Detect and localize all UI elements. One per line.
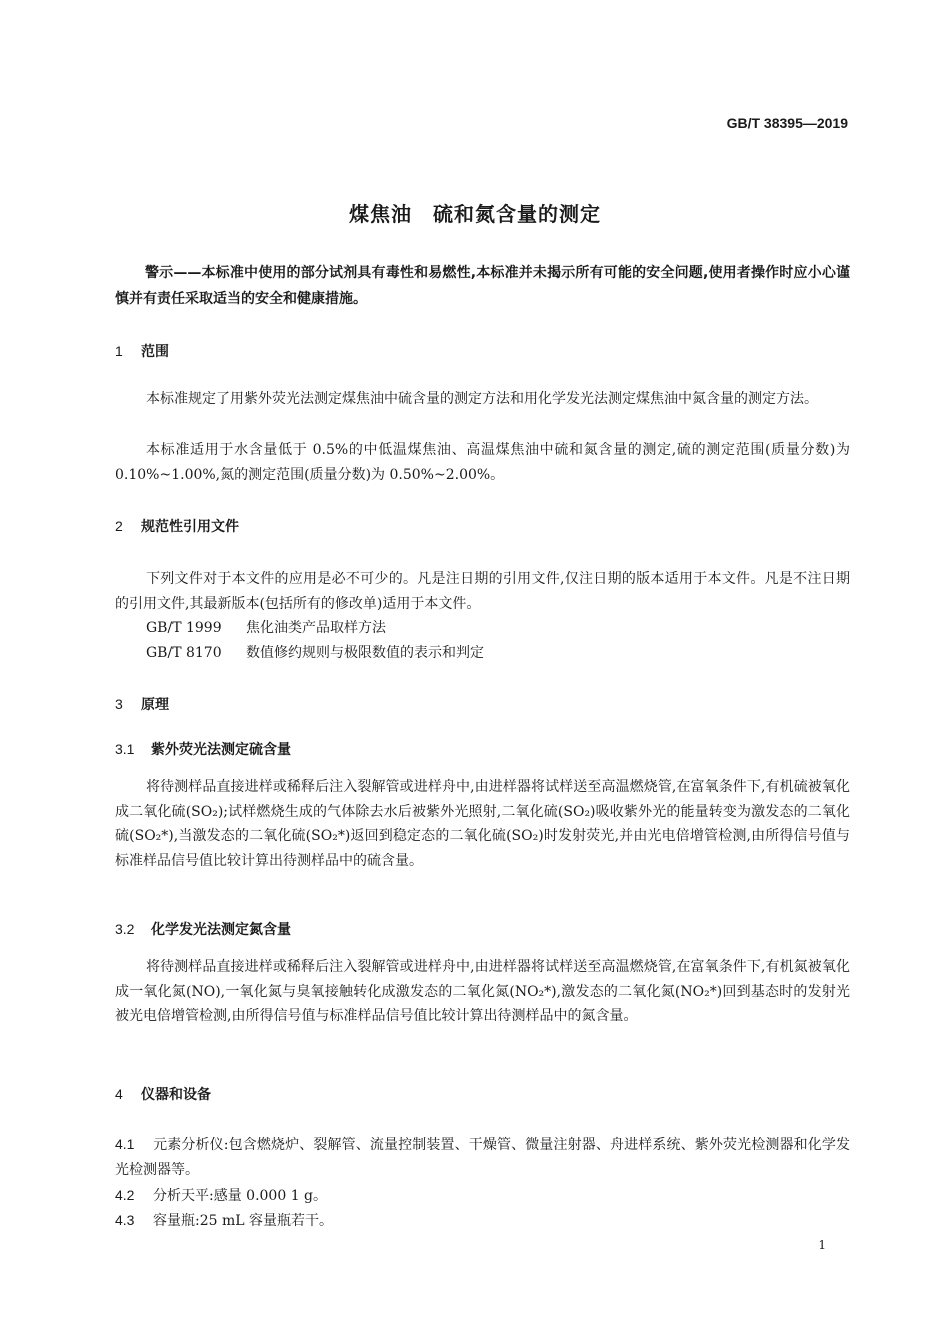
section-title: 原理 [141, 697, 169, 713]
equipment-item [115, 1132, 850, 1182]
warning-notice: 警示——本标准中使用的部分试剂具有毒性和易燃性,本标准并未揭示所有可能的安全问题,使用者操作时应小心谨慎并有责任采取适当的安全和健康措施。 [115, 265, 850, 307]
item-number: 4.1 [115, 1136, 135, 1152]
subsection-title: 紫外荧光法测定硫含量 [151, 742, 291, 758]
section-number: 4 [115, 1086, 123, 1102]
section-4-heading [115, 1084, 211, 1105]
section-2-heading [115, 516, 239, 537]
reference-title: 焦化油类产品取样方法 [246, 620, 386, 636]
standard-number: GB/T 38395—2019 [726, 115, 848, 131]
section-number: 2 [115, 518, 123, 534]
reference-title: 数值修约规则与极限数值的表示和判定 [246, 645, 484, 661]
reference-code: GB/T 1999 [146, 620, 222, 636]
section-title: 规范性引用文件 [141, 519, 239, 535]
item-number: 4.3 [115, 1212, 135, 1228]
reference-code: GB/T 8170 [146, 645, 222, 661]
equipment-item [115, 1208, 850, 1234]
item-text: 分析天平:感量 0.000 1 g。 [153, 1188, 328, 1204]
section-3-2-heading [115, 919, 291, 940]
section-3-1-heading [115, 739, 291, 760]
item-text: 元素分析仪:包含燃烧炉、裂解管、流量控制装置、干燥管、微量注射器、舟进样系统、紫外荧光检测器和化学发光检测器等。 [115, 1137, 850, 1178]
section-1-paragraph-2: 本标准适用于水含量低于 0.5%的中低温煤焦油、高温煤焦油中硫和氮含量的测定,硫的测定范围(质量分数)为 0.10%~1.00%,氮的测定范围(质量分数)为 0.50%~2.00%。 [115, 442, 850, 483]
section-1-heading [115, 341, 169, 362]
section-2-paragraph-1: 下列文件对于本文件的应用是必不可少的。凡是注日期的引用文件,仅注日期的版本适用于本文件。凡是不注日期的引用文件,其最新版本(包括所有的修改单)适用于本文件。 [115, 571, 850, 612]
normative-reference [146, 617, 386, 639]
document-title: 煤焦油 硫和氮含量的测定 [349, 202, 601, 226]
page-number: 1 [818, 1238, 826, 1252]
section-1-paragraph-1: 本标准规定了用紫外荧光法测定煤焦油中硫含量的测定方法和用化学发光法测定煤焦油中氮含量的测定方法。 [146, 391, 818, 407]
section-3-1-paragraph: 将待测样品直接进样或稀释后注入裂解管或进样舟中,由进样器将试样送至高温燃烧管,在富氧条件下,有机硫被氧化成二氧化硫(SO₂);试样燃烧生成的气体除去水后被紫外光照射,二氧化硫(SO₂)吸收紫外光的能量转变为激发态的二氧化硫(SO₂*),当激发态的二氧化硫(SO₂*)返回到稳定态的二氧化硫(SO₂)时发射荧光,并由光电倍增管检测,由所得信号值与标准样品信号值比较计算出待测样品中的硫含量。 [115, 779, 850, 869]
section-title: 范围 [141, 344, 169, 360]
equipment-item [115, 1183, 850, 1209]
section-number: 3 [115, 696, 123, 712]
normative-reference [146, 642, 484, 664]
subsection-number: 3.2 [115, 921, 135, 937]
subsection-number: 3.1 [115, 741, 135, 757]
subsection-title: 化学发光法测定氮含量 [151, 922, 291, 938]
section-3-heading [115, 694, 169, 715]
item-number: 4.2 [115, 1187, 135, 1203]
section-title: 仪器和设备 [141, 1087, 211, 1103]
section-number: 1 [115, 343, 123, 359]
item-text: 容量瓶:25 mL 容量瓶若干。 [153, 1213, 334, 1229]
section-3-2-paragraph: 将待测样品直接进样或稀释后注入裂解管或进样舟中,由进样器将试样送至高温燃烧管,在富氧条件下,有机氮被氧化成一氧化氮(NO),一氧化氮与臭氧接触转化成激发态的二氧化氮(NO₂*),激发态的二氧化氮(NO₂*)回到基态时的发射光被光电倍增管检测,由所得信号值与标准样品信号值比较计算出待测样品中的氮含量。 [115, 959, 850, 1024]
